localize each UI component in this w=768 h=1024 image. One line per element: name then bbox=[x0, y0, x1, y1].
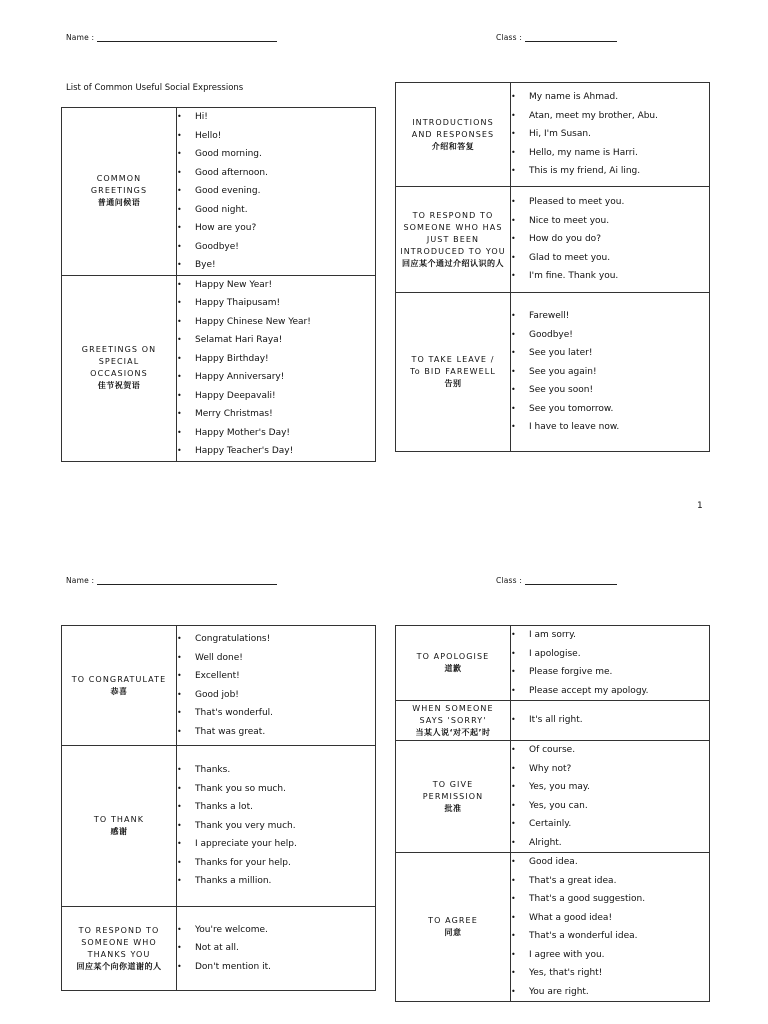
list-item: • Good night. bbox=[177, 201, 375, 220]
table-row bbox=[396, 83, 710, 187]
list-item: • Happy Birthday! bbox=[177, 350, 375, 369]
list-item: • Hello, my name is Harri. bbox=[511, 144, 709, 163]
table-row bbox=[62, 746, 376, 907]
category-label: TO THANK bbox=[93, 815, 145, 824]
list-item: • Hello! bbox=[177, 127, 375, 146]
p1-right-table bbox=[395, 82, 710, 452]
table-row bbox=[396, 626, 710, 701]
expression-list bbox=[177, 108, 375, 275]
category-label: COMMON bbox=[96, 174, 142, 184]
list-item: • Thanks a lot. bbox=[177, 798, 375, 817]
list-item: • Bye! bbox=[177, 256, 375, 275]
list-item: • Of course. bbox=[511, 741, 709, 760]
list-item: • Merry Christmas! bbox=[177, 405, 375, 424]
class-field-p2 bbox=[496, 576, 617, 585]
list-item: • That's a good suggestion. bbox=[511, 890, 709, 909]
expressions-cell bbox=[177, 108, 376, 276]
category-cell bbox=[396, 853, 511, 1002]
class-field-p1 bbox=[496, 33, 617, 42]
list-item: • Thanks for your help. bbox=[177, 854, 375, 873]
expressions-cell bbox=[511, 701, 710, 741]
list-item: • Good idea. bbox=[511, 853, 709, 872]
list-item: • Atan, meet my brother, Abu. bbox=[511, 107, 709, 126]
list-item: • Happy Deepavali! bbox=[177, 387, 375, 406]
category-cell bbox=[396, 701, 511, 741]
expression-list bbox=[511, 853, 709, 1001]
list-item: • Good afternoon. bbox=[177, 164, 375, 183]
list-item: • I have to leave now. bbox=[511, 418, 709, 437]
list-item: • Alright. bbox=[511, 834, 709, 853]
category-label-chinese: 介绍和答复 bbox=[431, 141, 475, 151]
list-item: • That's wonderful. bbox=[177, 704, 375, 723]
list-item: • Certainly. bbox=[511, 815, 709, 834]
expression-list bbox=[511, 711, 709, 730]
category-label: TO RESPOND TO bbox=[412, 210, 494, 220]
list-item: • That's a great idea. bbox=[511, 872, 709, 891]
expressions-cell bbox=[511, 741, 710, 853]
category-cell bbox=[62, 108, 177, 276]
list-item: • Hi! bbox=[177, 108, 375, 127]
list-item: • Please accept my apology. bbox=[511, 682, 709, 701]
category-label-chinese: 同意 bbox=[444, 928, 462, 937]
expression-list bbox=[511, 88, 709, 181]
expressions-cell bbox=[177, 746, 376, 907]
p1-left-table bbox=[61, 107, 376, 462]
category-cell bbox=[62, 626, 177, 746]
list-item: • You are right. bbox=[511, 983, 709, 1002]
category-label: SAYS 'SORRY' bbox=[419, 715, 487, 725]
category-label: TO RESPOND TO bbox=[78, 925, 160, 935]
list-item: • See you tomorrow. bbox=[511, 400, 709, 419]
list-item: • Good evening. bbox=[177, 182, 375, 201]
list-item: • Thanks a million. bbox=[177, 872, 375, 891]
list-item: • Don't mention it. bbox=[177, 958, 375, 977]
category-cell bbox=[396, 741, 511, 853]
expressions-cell bbox=[511, 626, 710, 701]
list-item: • That was great. bbox=[177, 723, 375, 742]
list-item: • I am sorry. bbox=[511, 626, 709, 645]
category-label: TO CONGRATULATE bbox=[71, 674, 167, 684]
expressions-cell bbox=[511, 83, 710, 187]
category-cell bbox=[396, 83, 511, 187]
list-item: • Good job! bbox=[177, 686, 375, 705]
list-item: • Not at all. bbox=[177, 939, 375, 958]
table-row bbox=[396, 701, 710, 741]
category-label: GREETINGS ON bbox=[81, 345, 157, 354]
list-item: • How do you do? bbox=[511, 230, 709, 249]
list-item: • Happy Chinese New Year! bbox=[177, 313, 375, 332]
category-label: PERMISSION bbox=[422, 791, 484, 801]
list-item: • Goodbye! bbox=[511, 326, 709, 345]
expression-list bbox=[511, 626, 709, 700]
list-item: • Yes, you can. bbox=[511, 797, 709, 816]
class-label: Class : bbox=[496, 576, 523, 585]
category-cell bbox=[396, 626, 511, 701]
table-row bbox=[62, 907, 376, 991]
list-item: • Hi, I'm Susan. bbox=[511, 125, 709, 144]
category-label-chinese: 恭喜 bbox=[110, 686, 128, 696]
list-item: • Please forgive me. bbox=[511, 663, 709, 682]
expressions-cell bbox=[511, 853, 710, 1002]
list-item: • Yes, that's right! bbox=[511, 964, 709, 983]
list-item: • See you again! bbox=[511, 363, 709, 382]
p2-right-table bbox=[395, 625, 710, 1002]
expression-list bbox=[177, 921, 375, 977]
list-item: • Happy Thaipusam! bbox=[177, 294, 375, 313]
name-label: Name : bbox=[66, 33, 95, 42]
category-label: INTRODUCTIONS bbox=[412, 117, 494, 127]
name-blank[interactable] bbox=[97, 584, 277, 585]
list-item: • Congratulations! bbox=[177, 630, 375, 649]
expressions-cell bbox=[511, 293, 710, 452]
list-item: • Thank you so much. bbox=[177, 780, 375, 799]
expression-list bbox=[511, 741, 709, 852]
expression-list bbox=[177, 761, 375, 891]
category-label: TO AGREE bbox=[428, 916, 478, 925]
list-item: • Happy Teacher's Day! bbox=[177, 442, 375, 461]
list-item: • Goodbye! bbox=[177, 238, 375, 257]
list-item: • I'm fine. Thank you. bbox=[511, 267, 709, 286]
table-row bbox=[396, 293, 710, 452]
list-item: • Yes, you may. bbox=[511, 778, 709, 797]
category-label-chinese: 佳节祝贺语 bbox=[97, 381, 141, 390]
category-label: TO GIVE bbox=[432, 779, 474, 789]
category-label: TO APOLOGISE bbox=[416, 652, 490, 661]
category-label-chinese: 告别 bbox=[444, 379, 462, 388]
category-label: To BID FAREWELL bbox=[410, 367, 496, 376]
category-label: OCCASIONS bbox=[90, 369, 148, 378]
table-row bbox=[62, 108, 376, 276]
list-item: • I apologise. bbox=[511, 645, 709, 664]
name-field-p2 bbox=[66, 576, 277, 585]
category-label-chinese: 道歉 bbox=[444, 664, 462, 673]
list-item: • Good morning. bbox=[177, 145, 375, 164]
list-item: • Happy Anniversary! bbox=[177, 368, 375, 387]
category-label-chinese: 感谢 bbox=[110, 827, 128, 836]
list-item: • Glad to meet you. bbox=[511, 249, 709, 268]
name-field-p1 bbox=[66, 33, 277, 42]
expression-list bbox=[177, 276, 375, 461]
category-label-chinese: 普通问候语 bbox=[97, 198, 141, 208]
category-cell bbox=[62, 746, 177, 907]
list-item: • That's a wonderful idea. bbox=[511, 927, 709, 946]
list-item: • Farewell! bbox=[511, 307, 709, 326]
category-label: GREETINGS bbox=[90, 186, 148, 196]
category-cell bbox=[62, 275, 177, 461]
name-blank[interactable] bbox=[97, 41, 277, 42]
category-label-chinese: 回应某个向你道谢的人 bbox=[76, 961, 162, 971]
list-item: • Happy New Year! bbox=[177, 276, 375, 295]
list-item: • How are you? bbox=[177, 219, 375, 238]
list-item: • It's all right. bbox=[511, 711, 709, 730]
category-label-chinese: 当某人说‘对不起’时 bbox=[415, 727, 491, 737]
list-item: • Excellent! bbox=[177, 667, 375, 686]
category-label: SOMEONE WHO bbox=[81, 937, 157, 947]
list-item: • I agree with you. bbox=[511, 946, 709, 965]
category-cell bbox=[62, 907, 177, 991]
list-item: • See you soon! bbox=[511, 381, 709, 400]
document-title: List of Common Useful Social Expressions bbox=[66, 83, 244, 93]
list-item: • This is my friend, Ai ling. bbox=[511, 162, 709, 181]
p2-left-table bbox=[61, 625, 376, 991]
list-item: • Thank you very much. bbox=[177, 817, 375, 836]
category-label: SOMEONE WHO HAS bbox=[403, 222, 503, 232]
expressions-cell bbox=[177, 626, 376, 746]
expression-list bbox=[177, 630, 375, 741]
list-item: • What a good idea! bbox=[511, 909, 709, 928]
list-item: • Nice to meet you. bbox=[511, 212, 709, 231]
expressions-cell bbox=[177, 907, 376, 991]
expression-list bbox=[511, 307, 709, 437]
category-label: JUST BEEN bbox=[426, 234, 480, 244]
table-row bbox=[396, 741, 710, 853]
category-label: SPECIAL bbox=[98, 357, 140, 366]
list-item: • Thanks. bbox=[177, 761, 375, 780]
category-cell bbox=[396, 187, 511, 293]
list-item: • You're welcome. bbox=[177, 921, 375, 940]
name-label: Name : bbox=[66, 576, 95, 585]
class-blank[interactable] bbox=[525, 584, 617, 585]
table-row bbox=[62, 626, 376, 746]
class-blank[interactable] bbox=[525, 41, 617, 42]
category-label-chinese: 回应某个通过介绍认识的人 bbox=[402, 258, 504, 268]
category-label: INTRODUCED TO YOU bbox=[400, 246, 506, 256]
list-item: • Happy Mother's Day! bbox=[177, 424, 375, 443]
list-item: • Well done! bbox=[177, 649, 375, 668]
table-row bbox=[62, 275, 376, 461]
category-label: THANKS YOU bbox=[87, 949, 151, 959]
expression-list bbox=[511, 193, 709, 286]
list-item: • See you later! bbox=[511, 344, 709, 363]
expressions-cell bbox=[511, 187, 710, 293]
list-item: • Why not? bbox=[511, 760, 709, 779]
list-item: • Pleased to meet you. bbox=[511, 193, 709, 212]
page-number: 1 bbox=[697, 501, 703, 511]
list-item: • I appreciate your help. bbox=[177, 835, 375, 854]
list-item: • My name is Ahmad. bbox=[511, 88, 709, 107]
category-label: AND RESPONSES bbox=[411, 129, 495, 139]
expressions-cell bbox=[177, 275, 376, 461]
class-label: Class : bbox=[496, 33, 523, 42]
category-label: WHEN SOMEONE bbox=[412, 703, 494, 713]
category-label: TO TAKE LEAVE / bbox=[411, 355, 495, 364]
table-row bbox=[396, 187, 710, 293]
list-item: • Selamat Hari Raya! bbox=[177, 331, 375, 350]
category-label-chinese: 批准 bbox=[444, 803, 462, 813]
table-row bbox=[396, 853, 710, 1002]
category-cell bbox=[396, 293, 511, 452]
